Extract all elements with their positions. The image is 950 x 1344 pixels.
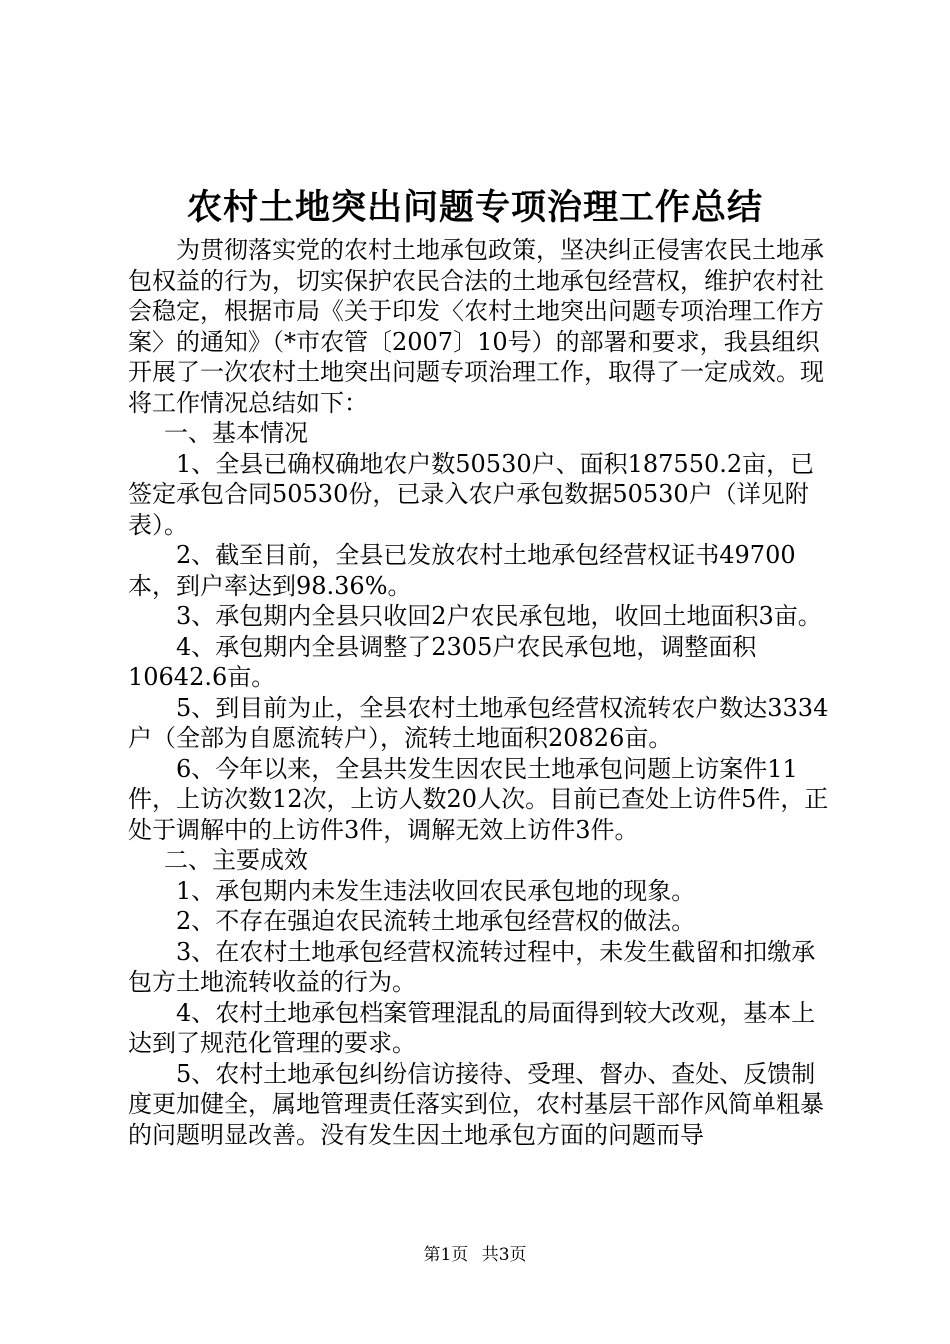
list-item: 4、承包期内全县调整了2305户农民承包地，调整面积10642.6亩。 [128,632,757,691]
list-item: 3、承包期内全县只收回2户农民承包地，收回土地面积3亩。 [176,602,822,630]
section-heading: 一、基本情况 [164,419,308,447]
intro-paragraph: 为贯彻落实党的农村土地承包政策，坚决纠正侵害农民土地承包权益的行为，切实保护农民合法的土地承包经营权，维护农村社会稳定，根据市局《关于印发〈农村土地突出问题专项治理工作方案〉的通知》（*市农管〔2007〕10号）的部署和要求，我县组织开展了一次农村土地突出问题专项治理工作，取得了一定成效。现将工作情况总结如下： [128,236,824,417]
list-item: 1、承包期内未发生违法收回农民承包地的现象。 [176,876,696,905]
list-item: 5、农村土地承包纠纷信访接待、受理、督办、查处、反馈制度更加健全，属地管理责任落实到位，农村基层干部作风简单粗暴的问题明显改善。没有发生因土地承包方面的问题而导 [128,1059,824,1149]
page-total: 共3页 [481,1245,527,1265]
list-item: 2、截至目前，全县已发放农村土地承包经营权证书49700本，到户率达到98.36%。 [128,541,796,600]
document-title: 农村土地突出问题专项治理工作总结 [186,187,763,228]
list-item: 4、农村土地承包档案管理混乱的局面得到较大改观，基本上达到了规范化管理的要求。 [128,998,816,1057]
section-heading: 二、主要成效 [164,846,308,874]
page-number: 第1页 [423,1245,469,1265]
list-item: 6、今年以来，全县共发生因农民土地承包问题上访案件11件，上访次数12次，上访人数20人次。目前已查处上访件5件，正处于调解中的上访件3件，调解无效上访件3件。 [128,754,829,844]
list-item: 1、全县已确权确地农户数50530户、面积187550.2亩，已签定承包合同50530份，已录入农户承包数据50530户（详见附表）。 [128,449,815,539]
list-item: 5、到目前为止，全县农村土地承包经营权流转农户数达3334户（全部为自愿流转户），流转土地面积20826亩。 [128,693,829,752]
page-footer [0,1240,950,1265]
list-item: 3、在农村土地承包经营权流转过程中，未发生截留和扣缴承包方土地流转收益的行为。 [128,937,816,996]
list-item: 2、不存在强迫农民流转土地承包经营权的做法。 [176,907,696,935]
document-body [128,235,834,1150]
